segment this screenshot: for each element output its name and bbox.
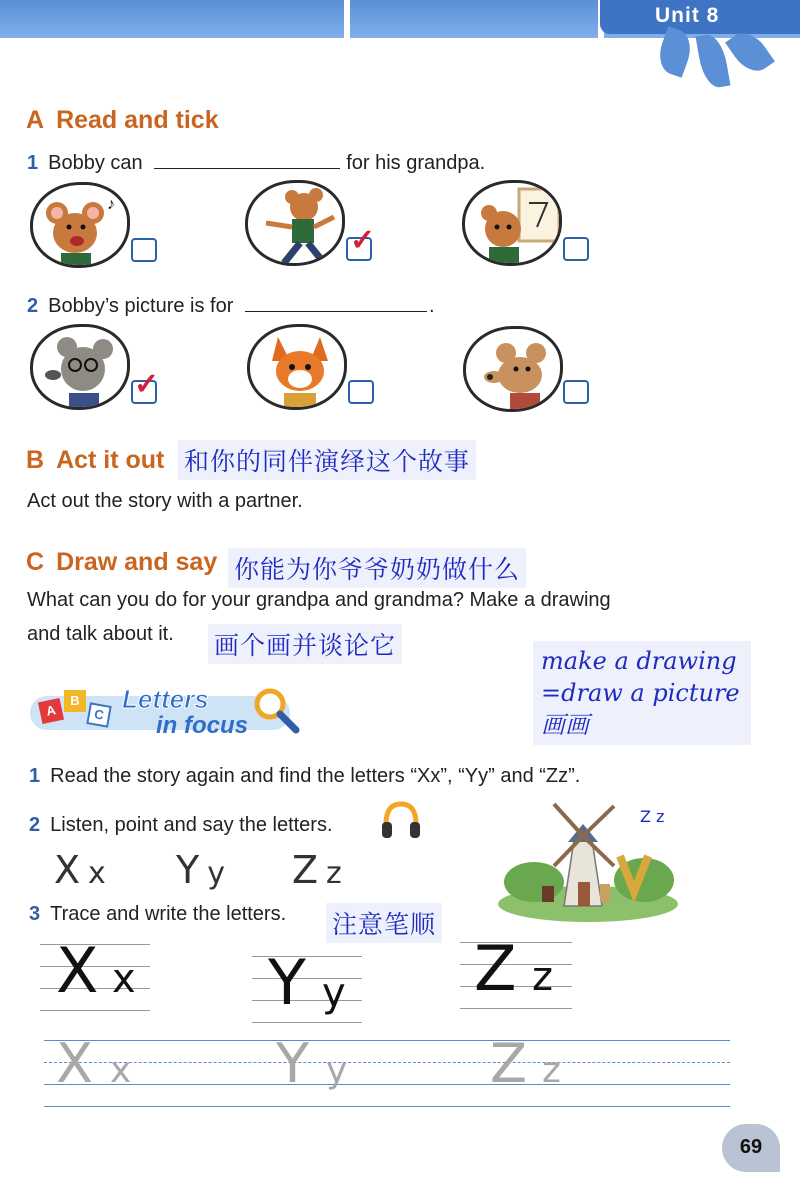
letters-item-3: 3 Trace and write the letters. [29,903,287,925]
handwritten-note-line1: make a drawing [541,647,737,675]
grandpa-mouse-icon [33,327,130,410]
picture-bobby-drawing [462,180,562,266]
windmill-scene-illustration [494,796,682,924]
trace-letter-y-lower[interactable]: y [326,1050,348,1091]
picture-grandpa-mouse [30,324,130,410]
answer-blank [154,151,340,169]
tick-mark: ✓ [350,224,376,257]
trace-letter-x-lower[interactable]: x [110,1050,132,1091]
question-2: 2 Bobby’s picture is for . [27,295,435,317]
handwritten-note-line2: =draw a picture [541,679,740,707]
section-c-title: C Draw and say [26,548,218,576]
letters-item-1: 1 Read the story again and find the letters “Xx”, “Yy” and “Zz”. [29,765,581,787]
banner-title-letters: Letters [122,684,209,714]
letters-item-3-chinese-note: 注意笔顺 [326,903,442,943]
mouse-icon [466,329,563,412]
letters-item-2: 2 Listen, point and say the letters. [29,814,333,836]
tick-box-q1-option3[interactable] [563,237,589,261]
magnifier-icon [252,686,300,734]
letter-block-c: C [86,702,111,727]
picture-fox [247,324,347,410]
picture-bobby-dancing [245,180,345,266]
section-c-instruction-line1: What can you do for your grandpa and grandma? Make a drawing [27,589,611,611]
mouse-dancing-icon [248,183,345,266]
letter-block-a: A [38,698,64,724]
handwritten-note-line3: 画画 [541,711,589,739]
banner-title-in-focus: in focus [156,712,249,739]
letter-pair-zz: Z z [292,848,342,892]
section-c-chinese-note: 你能为你爷爷奶奶做什么 [228,548,526,588]
question-1: 1 Bobby can for his grandpa. [27,152,486,174]
trace-letter-z-lower[interactable]: z [542,1050,561,1091]
stroke-order-z-lower: z [532,954,553,1000]
section-c-chinese-note-2: 画个画并谈论它 [208,624,402,664]
stroke-order-z-upper: Z [474,932,517,1005]
tick-box-q2-option2[interactable] [348,380,374,404]
tick-box-q1-option1[interactable] [131,238,157,262]
answer-blank [245,294,427,312]
unit-label: Unit 8 [600,0,800,34]
letter-pair-yy: Y y [176,848,225,892]
section-b-instruction: Act out the story with a partner. [27,490,303,512]
section-b-title: B Act it out [26,446,165,474]
tick-mark: ✓ [134,368,160,401]
stroke-order-x-lower: x [112,956,136,1002]
stroke-order-x-upper: X [56,934,99,1007]
letters-in-focus-banner [30,682,300,744]
trace-letter-y-upper[interactable]: Y [276,1032,309,1095]
stroke-order-y-upper: Y [268,946,306,1019]
trace-letter-x-upper[interactable]: X [56,1032,93,1095]
letter-block-b: B [64,690,86,712]
letter-pair-xx: X x [54,848,106,892]
section-b-chinese-note: 和你的同伴演绎这个故事 [178,440,476,480]
svg-text:♪: ♪ [107,196,115,213]
sleep-letters: Z z [640,807,665,826]
tick-box-q2-option3[interactable] [563,380,589,404]
fox-icon [250,327,347,410]
section-a-title: A Read and tick [26,106,219,134]
handwritten-note [533,641,751,745]
handwriting-practice-lines[interactable] [44,1040,730,1110]
picture-bobby-singing [30,182,130,268]
headphones-icon[interactable] [378,798,424,842]
trace-letter-z-upper[interactable]: Z [490,1032,527,1095]
banner-divider [344,0,350,38]
stroke-order-y-lower: y [322,970,346,1016]
section-c-instruction-line2: and talk about it. [27,623,174,645]
mouse-drawing-icon [465,183,562,266]
page-number: 69 [722,1124,780,1172]
picture-mouse [463,326,563,412]
mouse-singing-icon [33,185,130,268]
